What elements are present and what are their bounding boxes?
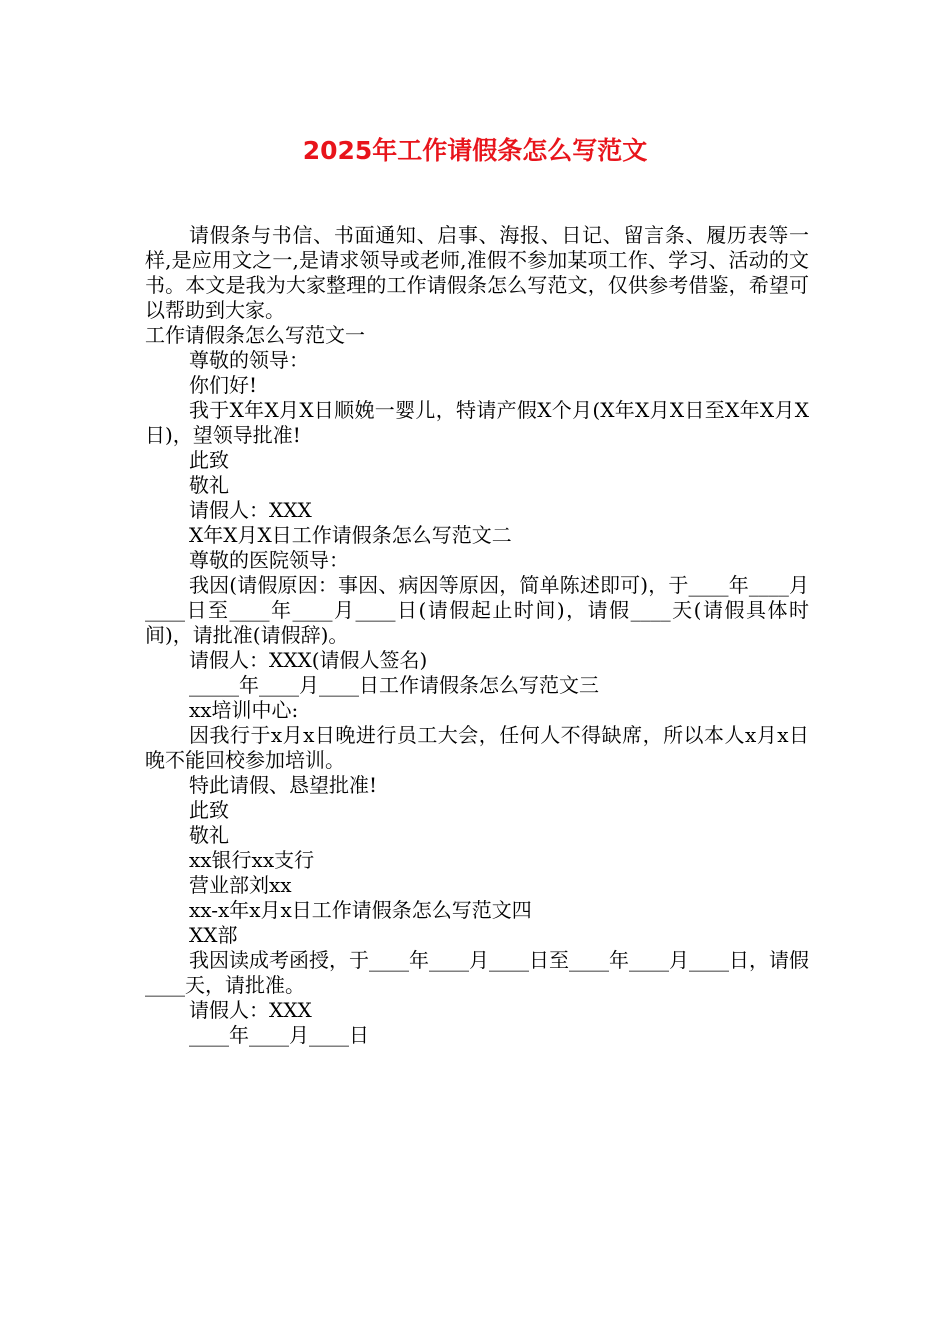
- body-paragraph: 此致: [189, 798, 229, 822]
- body-paragraph: ____年____月____日: [189, 1023, 369, 1047]
- document-title: 2025年工作请假条怎么写范文: [302, 136, 648, 165]
- body-paragraph: 我因(请假原因：事因、病因等原因，简单陈述即可)，于____年____月____日至____年____月____日(请假起止时间)，请假____天(请假具体时间)，请批准(请假辞)。: [145, 573, 809, 647]
- body-paragraph: xx-x年x月x日工作请假条怎么写范文四: [189, 898, 532, 922]
- body-paragraph: _____年____月____日工作请假条怎么写范文三: [189, 673, 599, 697]
- body-paragraph: 工作请假条怎么写范文一: [145, 323, 365, 347]
- body-paragraph: xx培训中心:: [189, 698, 299, 722]
- body-paragraph: 你们好!: [189, 373, 258, 397]
- body-paragraph: 请假人：XXX(请假人签名): [189, 648, 428, 672]
- body-paragraph: X年X月X日工作请假条怎么写范文二: [189, 523, 512, 547]
- body-paragraph: 请假人：XXX: [189, 998, 312, 1022]
- body-paragraph: 我于X年X月X日顺娩一婴儿，特请产假X个月(X年X月X日至X年X月X日)，望领导批准!: [145, 398, 809, 447]
- body-paragraph: 请假人：XXX: [189, 498, 312, 522]
- body-paragraph: xx银行xx支行: [189, 848, 315, 872]
- body-paragraph: 尊敬的领导：: [189, 348, 309, 372]
- body-paragraph: 我因读成考函授，于____年____月____日至____年____月____日，请假____天，请批准。: [145, 948, 809, 997]
- body-paragraph: 因我行于x月x日晚进行员工大会，任何人不得缺席，所以本人x月x日晚不能回校参加培训。: [145, 723, 809, 772]
- document-body: [145, 223, 809, 1048]
- body-paragraph: 请假条与书信、书面通知、启事、海报、日记、留言条、履历表等一样,是应用文之一,是请求领导或老师,准假不参加某项工作、学习、活动的文书。本文是我为大家整理的工作请假条怎么写范文，仅供参考借鉴，希望可以帮助到大家。: [145, 223, 809, 322]
- body-paragraph: 此致: [189, 448, 229, 472]
- body-paragraph: 尊敬的医院领导：: [189, 548, 349, 572]
- body-paragraph: 营业部刘xx: [189, 873, 292, 897]
- body-paragraph: XX部: [189, 923, 238, 947]
- body-paragraph: 敬礼: [189, 473, 229, 497]
- body-paragraph: 特此请假、恳望批准!: [189, 773, 378, 797]
- body-paragraph: 敬礼: [189, 823, 229, 847]
